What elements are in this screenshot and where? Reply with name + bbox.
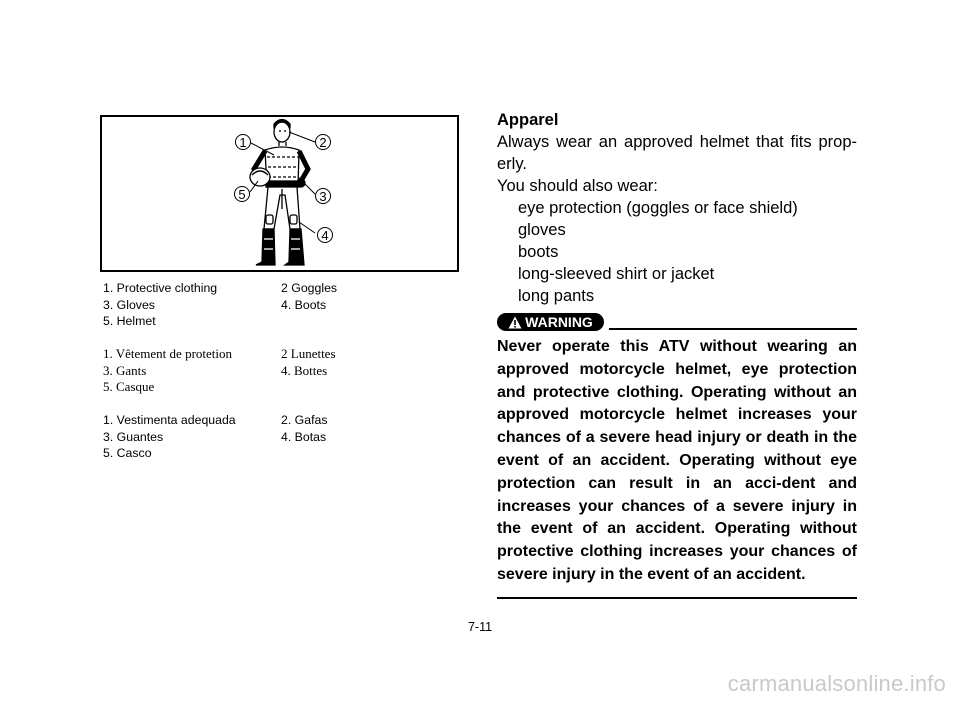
watermark: carmanualsonline.info [727, 671, 946, 696]
callout-1-label: 1 [239, 135, 247, 150]
legend-item: 1. Vestimenta adequada [103, 413, 236, 427]
apparel-intro: Always wear an approved helmet that fits prop-erly. [497, 133, 857, 173]
legend-item: 2 Goggles [281, 281, 338, 295]
warning-icon [508, 316, 522, 329]
callout-3 [316, 189, 331, 205]
apparel-section [497, 109, 857, 307]
section-title: Apparel [497, 111, 559, 129]
legend-item: 5. Casque [103, 379, 155, 394]
callout-2-label: 2 [319, 135, 327, 150]
warning-top-rule [609, 328, 857, 330]
apparel-figure [100, 115, 459, 272]
callout-1 [236, 135, 251, 151]
callout-5-label: 5 [238, 187, 246, 202]
callout-4-label: 4 [321, 228, 329, 243]
list-item: long pants [518, 287, 595, 305]
apparel-list [497, 197, 857, 307]
list-item: eye protection (goggles or face shield) [518, 199, 798, 217]
callout-3-label: 3 [319, 189, 327, 204]
callout-4 [318, 228, 333, 244]
rider-figure [250, 120, 308, 266]
warning-header [497, 313, 857, 333]
legend-item: 3. Guantes [103, 429, 164, 444]
list-item: gloves [518, 221, 566, 239]
legend-item: 4. Boots [281, 297, 327, 312]
legend-item: 5. Casco [103, 446, 152, 460]
legend-item: 1. Protective clothing [103, 281, 218, 295]
warning-label: WARNING [525, 314, 593, 330]
warning-text: Never operate this ATV without wearing an approved motorcycle helmet, eye protection and protective clothing. Operating without an approved motorcycle helmet increases your chances of a severe head injury or death in the event of an accident. Operating without eye protection can result in an acci-dent and increases your chances of a severe injury in the event of an accident. Operating without protective clothing increases your chances of severe injury in the event of an accident. [497, 338, 857, 583]
callout-2 [316, 135, 331, 151]
legend-item: 4. Botas [281, 429, 327, 444]
callout-5 [235, 187, 250, 203]
warning-bottom-rule [497, 597, 857, 599]
legend-item: 4. Bottes [281, 362, 328, 378]
legend-item: 5. Helmet [103, 314, 156, 328]
legend-item: 2. Gafas [281, 413, 328, 427]
legend-item: 3. Gants [103, 362, 147, 378]
page-number: 7-11 [467, 620, 493, 634]
apparel-also: You should also wear: [497, 177, 658, 195]
legend-item: 3. Gloves [103, 297, 155, 312]
list-item: long-sleeved shirt or jacket [518, 265, 715, 283]
rider-illustration [102, 117, 457, 270]
list-item: boots [518, 243, 559, 261]
legend-item: 1. Vêtement de protetion [103, 346, 233, 361]
warning-badge [497, 313, 604, 331]
legend-item: 2 Lunettes [281, 346, 336, 361]
